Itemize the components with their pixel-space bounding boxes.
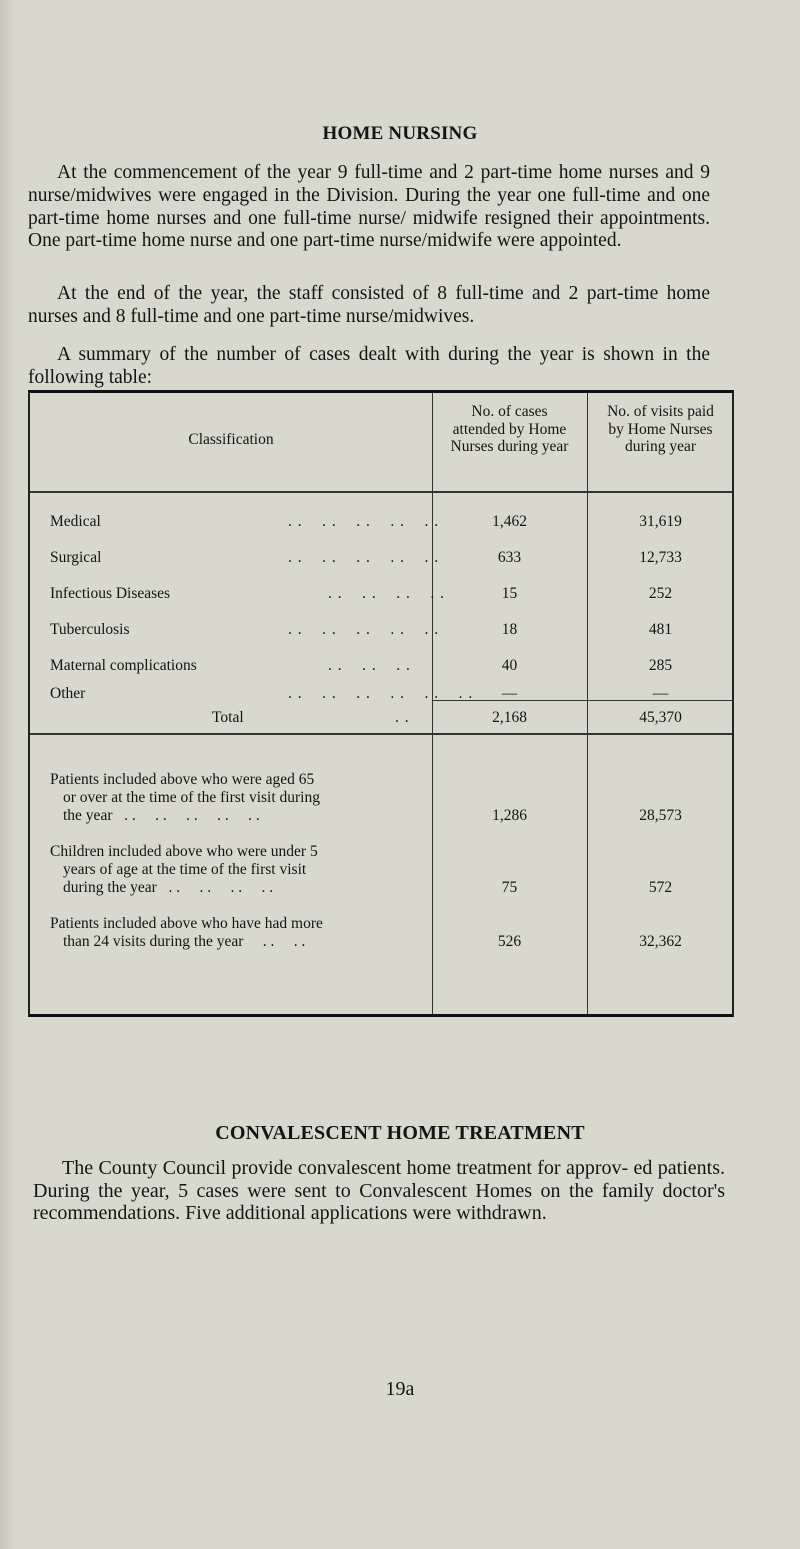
visits-value: 12,733	[639, 549, 682, 566]
paragraph-staffing-changes: At the commencement of the year 9 full-time and 2 part-time home nurses and 9 nurse/midwives were engaged in the Division. During the year one full-time and one part-time home nurses and one full-time nurse/ midwife resigned their appointments. One part-time home nurse and one part-time nurse/midwife were appointed.	[28, 162, 710, 252]
cases-value: 15	[501, 585, 518, 602]
header-divider	[30, 491, 732, 493]
subgroup-aged-65-plus	[50, 771, 420, 825]
table-row	[30, 685, 734, 705]
leader-dots: . .	[395, 709, 410, 726]
total-label: Total	[212, 709, 244, 726]
total-cases-value: 2,168	[492, 709, 527, 726]
table-row	[30, 585, 734, 605]
row-label: Tuberculosis	[50, 621, 130, 638]
subgroup-text: than 24 visits during the year . . . .	[63, 933, 306, 950]
column-header-cases-text: No. of cases attended by Home Nurses during year	[450, 403, 569, 455]
visits-value: 572	[648, 879, 673, 896]
section-title-home-nursing: HOME NURSING	[322, 123, 478, 144]
row-label: Maternal complications	[50, 657, 197, 674]
table-row	[30, 513, 734, 533]
row-label: Medical	[50, 513, 101, 530]
total-visits-value: 45,370	[639, 709, 682, 726]
cases-value: 1,462	[492, 513, 527, 530]
cases-value: 1,286	[492, 807, 527, 824]
subgroup-text: or over at the time of the first visit during	[63, 789, 320, 806]
table-row	[30, 549, 734, 569]
visits-value: —	[652, 685, 669, 702]
visits-value: 31,619	[639, 513, 682, 530]
subgroup-text: years of age at the time of the first visit	[63, 861, 307, 878]
leader-dots: . . . . . . . . . .	[288, 549, 440, 566]
paragraph-table-intro: A summary of the number of cases dealt with during the year is shown in the following table:	[28, 344, 710, 388]
section-title-convalescent: CONVALESCENT HOME TREATMENT	[215, 1122, 585, 1144]
paragraph-convalescent: The County Council provide convalescent home treatment for approv- ed patients. During the year, 5 cases were sent to Convalescent Homes on the family doctor's recommendations. Five additional applications were withdrawn.	[33, 1157, 725, 1224]
column-header-cases	[432, 403, 587, 456]
cases-value: 633	[497, 549, 522, 566]
section-divider	[30, 733, 732, 735]
column-header-visits	[587, 403, 734, 456]
table-row	[30, 657, 734, 677]
subgroup-text: the year . . . . . . . . . .	[63, 807, 260, 824]
cases-value: —	[501, 685, 518, 702]
visits-value: 481	[648, 621, 673, 638]
paragraph-end-of-year-staff: At the end of the year, the staff consisted of 8 full-time and 2 part-time home nurses and 8 full-time and one part-time nurse/midwives.	[28, 283, 710, 327]
visits-value: 28,573	[639, 807, 682, 824]
row-label: Infectious Diseases	[50, 585, 171, 602]
subgroup-text: Patients included above who were aged 65	[50, 771, 315, 788]
row-label: Surgical	[50, 549, 102, 566]
subgroup-children-under-5	[50, 843, 420, 897]
total-row	[30, 709, 734, 729]
leader-dots: . . . . . . . . . .	[288, 621, 440, 638]
leader-dots: . . . . . .	[328, 657, 411, 674]
page-number: 19a	[385, 1378, 415, 1400]
table-row	[30, 621, 734, 641]
leader-dots: . . . . . . . . . . . .	[288, 685, 474, 702]
column-header-visits-text: No. of visits paid by Home Nurses during year	[607, 403, 714, 455]
leader-dots: . . . . . . . . . .	[288, 513, 440, 530]
cases-value: 526	[497, 933, 522, 950]
row-label: Other	[50, 685, 86, 702]
subgroup-text: Children included above who were under 5	[50, 843, 318, 860]
cases-value: 75	[501, 879, 518, 896]
page-edge	[0, 0, 14, 1549]
cases-value: 18	[501, 621, 518, 638]
subgroup-text: during the year . . . . . . . .	[63, 879, 274, 896]
visits-value: 285	[648, 657, 673, 674]
home-nursing-table	[28, 390, 734, 1017]
subgroup-more-than-24-visits	[50, 915, 420, 951]
visits-value: 32,362	[639, 933, 682, 950]
leader-dots: . . . . . . . .	[328, 585, 445, 602]
subgroup-text: Patients included above who have had more	[50, 915, 323, 932]
visits-value: 252	[648, 585, 673, 602]
column-header-classification: Classification	[188, 431, 274, 448]
cases-value: 40	[501, 657, 518, 674]
